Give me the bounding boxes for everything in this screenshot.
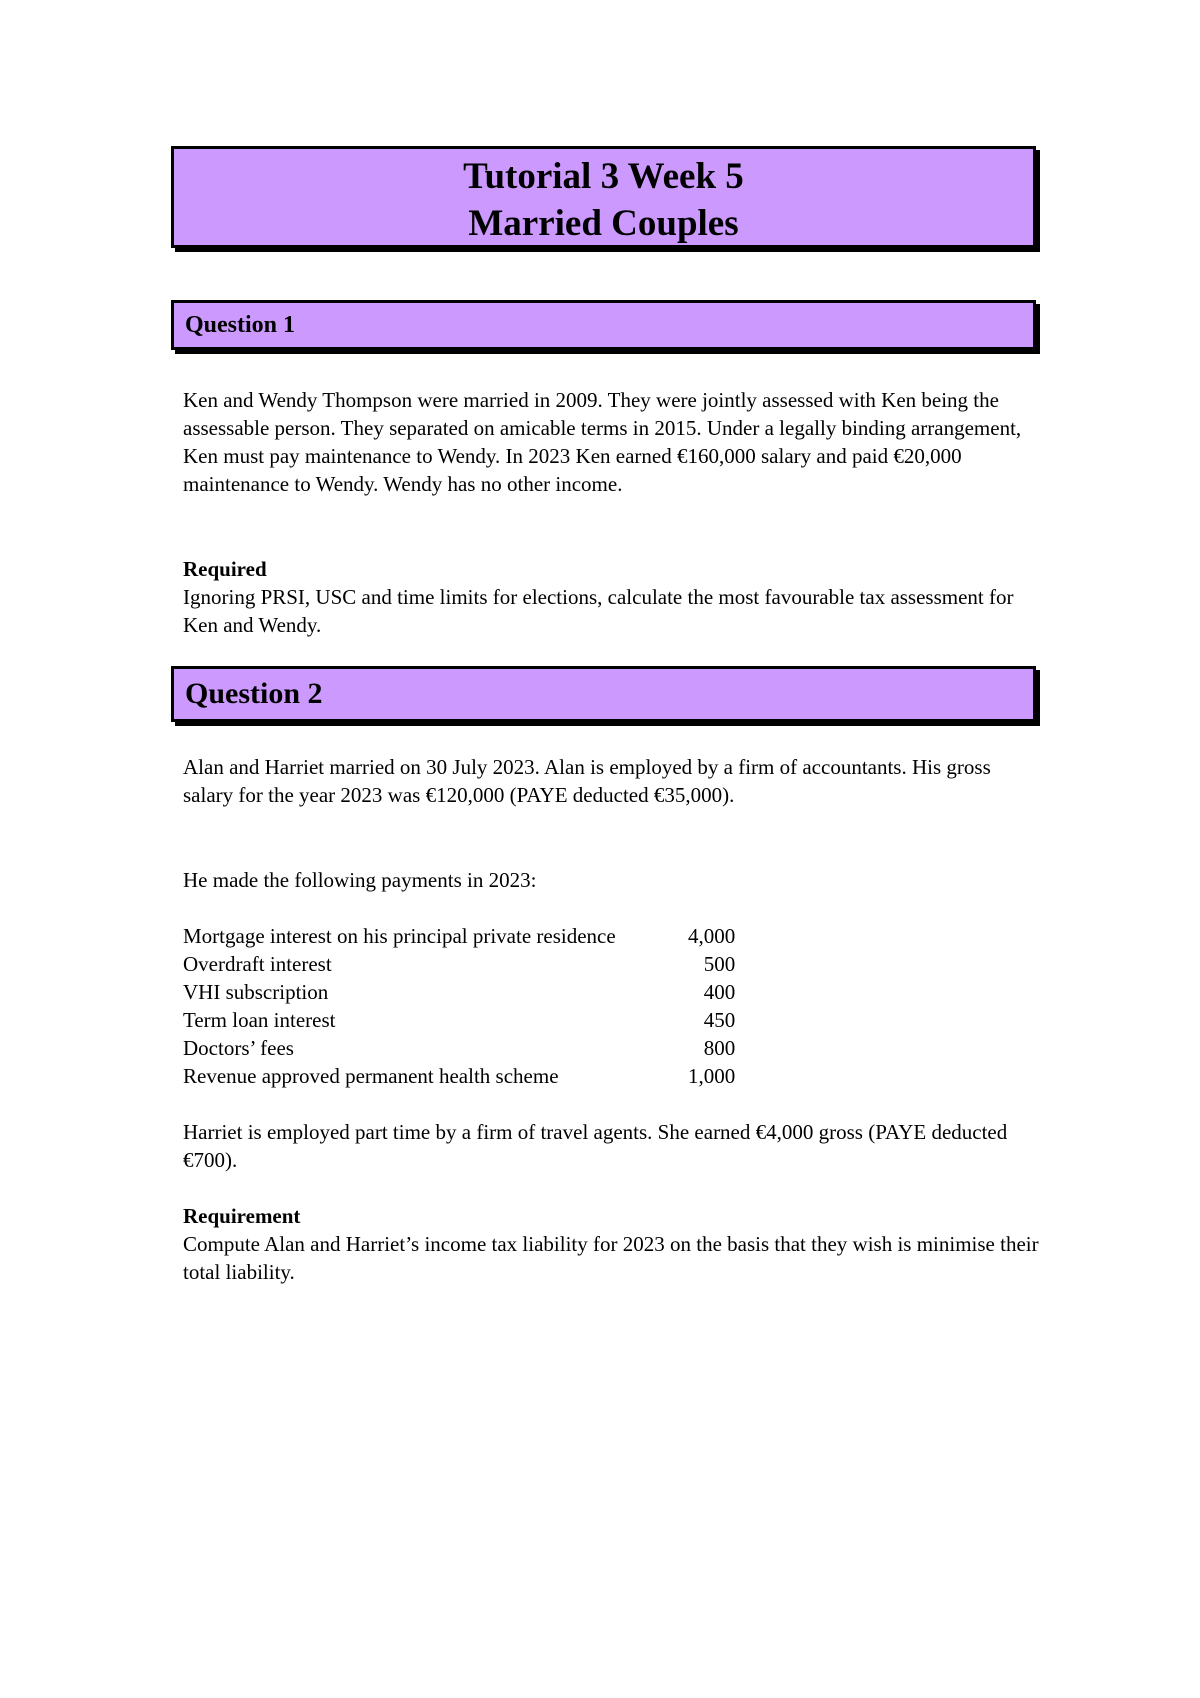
payment-description: Doctors’ fees (183, 1036, 294, 1060)
question-2-body: Alan and Harriet married on 30 July 2023. Alan is employed by a firm of accountants. His gross salary for the year 2023 was €120,000 (PAYE deducted €35,000). (183, 755, 991, 807)
table-row (183, 978, 735, 1006)
table-row (183, 922, 735, 950)
harriet-income-text: Harriet is employed part time by a firm of travel agents. She earned €4,000 gross (PAYE deducted €700). (183, 1120, 1008, 1172)
page-title: Tutorial 3 Week 5 (463, 156, 744, 197)
payment-description: Revenue approved permanent health scheme (183, 1064, 559, 1088)
payments-table (183, 922, 735, 1090)
title-banner (171, 146, 1036, 248)
payment-description: VHI subscription (183, 980, 329, 1004)
table-row (183, 950, 735, 978)
table-row (183, 1034, 735, 1062)
payment-amount: 450 (703, 1008, 736, 1032)
question-1-required-label: Required (183, 557, 267, 581)
question-1-heading: Question 1 (171, 300, 1036, 350)
question-1-body: Ken and Wendy Thompson were married in 2009. They were jointly assessed with Ken being the assessable person. They separated on amicable terms in 2015. Under a legally binding arrangement, Ken must pay maintenance to Wendy. In 2023 Ken earned €160,000 salary and paid €20,000 maintenance to Wendy. Wendy has no other income. (183, 388, 1022, 496)
payment-amount: 1,000 (688, 1064, 736, 1088)
payment-amount: 4,000 (688, 924, 736, 948)
payment-description: Overdraft interest (183, 952, 332, 976)
page-subtitle: Married Couples (468, 203, 739, 244)
payment-description: Mortgage interest on his principal private residence (183, 924, 616, 948)
question-2-requirement-label: Requirement (183, 1204, 301, 1228)
question-1-required-text: Ignoring PRSI, USC and time limits for elections, calculate the most favourable tax assessment for Ken and Wendy. (183, 585, 1014, 637)
question-2-heading: Question 2 (171, 666, 1036, 722)
payment-amount: 500 (703, 952, 736, 976)
table-row (183, 1006, 735, 1034)
table-row (183, 1062, 735, 1090)
payment-amount: 400 (703, 980, 736, 1004)
payments-intro: He made the following payments in 2023: (183, 868, 537, 892)
question-2-requirement-text: Compute Alan and Harriet’s income tax liability for 2023 on the basis that they wish is minimise their total liability. (183, 1232, 1039, 1284)
payment-amount: 800 (703, 1036, 736, 1060)
payment-description: Term loan interest (183, 1008, 336, 1032)
